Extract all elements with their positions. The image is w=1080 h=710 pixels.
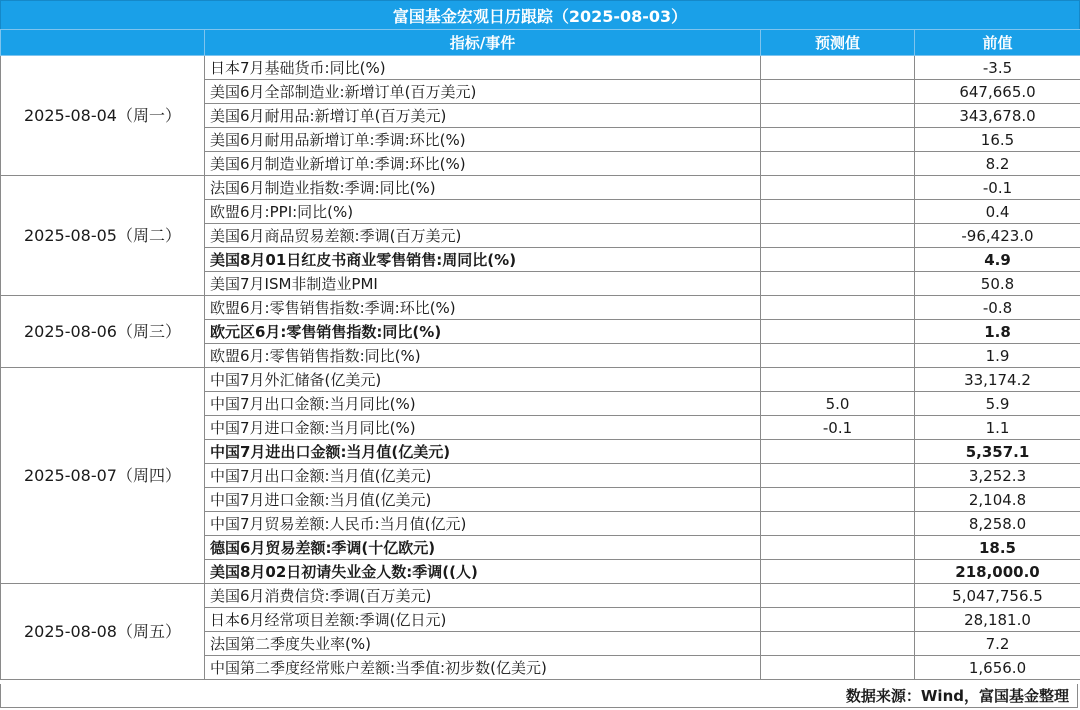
previous-cell: 2,104.8: [915, 488, 1080, 512]
indicator-cell: 日本6月经常项目差额:季调(亿日元): [205, 608, 761, 632]
indicator-cell: 日本7月基础货币:同比(%): [205, 56, 761, 80]
previous-cell: -3.5: [915, 56, 1080, 80]
indicator-cell: 法国第二季度失业率(%): [205, 632, 761, 656]
forecast-cell: [761, 176, 915, 200]
macro-calendar-table: [0, 29, 1080, 680]
table-body: [1, 56, 1080, 680]
indicator-cell: 欧盟6月:零售销售指数:季调:环比(%): [205, 296, 761, 320]
date-cell: 2025-08-08（周五）: [1, 584, 205, 680]
indicator-cell: 中国7月贸易差额:人民币:当月值(亿元): [205, 512, 761, 536]
previous-cell: 1.9: [915, 344, 1080, 368]
date-cell: 2025-08-06（周三）: [1, 296, 205, 368]
data-source-note: 数据来源：Wind，富国基金整理: [0, 684, 1078, 708]
table-row: [1, 56, 1080, 80]
indicator-cell: 美国8月01日红皮书商业零售销售:周同比(%): [205, 248, 761, 272]
forecast-cell: [761, 560, 915, 584]
indicator-cell: 欧盟6月:零售销售指数:同比(%): [205, 344, 761, 368]
previous-cell: 0.4: [915, 200, 1080, 224]
forecast-cell: [761, 248, 915, 272]
previous-cell: 647,665.0: [915, 80, 1080, 104]
previous-cell: 18.5: [915, 536, 1080, 560]
previous-cell: 218,000.0: [915, 560, 1080, 584]
previous-cell: 3,252.3: [915, 464, 1080, 488]
page-title: 富国基金宏观日历跟踪（2025-08-03）: [0, 0, 1080, 30]
previous-cell: 8.2: [915, 152, 1080, 176]
indicator-cell: 美国6月耐用品新增订单:季调:环比(%): [205, 128, 761, 152]
forecast-cell: -0.1: [761, 416, 915, 440]
forecast-cell: [761, 296, 915, 320]
indicator-cell: 美国6月全部制造业:新增订单(百万美元): [205, 80, 761, 104]
forecast-cell: [761, 104, 915, 128]
forecast-cell: [761, 464, 915, 488]
date-cell: 2025-08-07（周四）: [1, 368, 205, 584]
indicator-cell: 美国6月消费信贷:季调(百万美元): [205, 584, 761, 608]
forecast-cell: [761, 320, 915, 344]
forecast-cell: [761, 488, 915, 512]
forecast-cell: 5.0: [761, 392, 915, 416]
previous-cell: 16.5: [915, 128, 1080, 152]
previous-cell: 7.2: [915, 632, 1080, 656]
indicator-cell: 德国6月贸易差额:季调(十亿欧元): [205, 536, 761, 560]
date-cell: 2025-08-04（周一）: [1, 56, 205, 176]
indicator-cell: 美国7月ISM非制造业PMI: [205, 272, 761, 296]
table-row: [1, 368, 1080, 392]
previous-cell: 5,047,756.5: [915, 584, 1080, 608]
forecast-cell: [761, 656, 915, 680]
previous-cell: 5.9: [915, 392, 1080, 416]
previous-cell: 5,357.1: [915, 440, 1080, 464]
forecast-cell: [761, 200, 915, 224]
header-date: [1, 30, 205, 56]
indicator-cell: 中国7月出口金额:当月值(亿美元): [205, 464, 761, 488]
header-previous: 前值: [915, 30, 1080, 56]
indicator-cell: 中国7月外汇储备(亿美元): [205, 368, 761, 392]
indicator-cell: 法国6月制造业指数:季调:同比(%): [205, 176, 761, 200]
forecast-cell: [761, 608, 915, 632]
previous-cell: 28,181.0: [915, 608, 1080, 632]
previous-cell: -96,423.0: [915, 224, 1080, 248]
table-row: [1, 176, 1080, 200]
previous-cell: 343,678.0: [915, 104, 1080, 128]
indicator-cell: 欧盟6月:PPI:同比(%): [205, 200, 761, 224]
previous-cell: -0.1: [915, 176, 1080, 200]
previous-cell: 1,656.0: [915, 656, 1080, 680]
forecast-cell: [761, 368, 915, 392]
previous-cell: 50.8: [915, 272, 1080, 296]
forecast-cell: [761, 56, 915, 80]
forecast-cell: [761, 632, 915, 656]
previous-cell: 8,258.0: [915, 512, 1080, 536]
previous-cell: 33,174.2: [915, 368, 1080, 392]
indicator-cell: 中国7月进口金额:当月值(亿美元): [205, 488, 761, 512]
table-row: [1, 296, 1080, 320]
indicator-cell: 美国8月02日初请失业金人数:季调((人): [205, 560, 761, 584]
forecast-cell: [761, 272, 915, 296]
forecast-cell: [761, 584, 915, 608]
forecast-cell: [761, 80, 915, 104]
forecast-cell: [761, 224, 915, 248]
forecast-cell: [761, 128, 915, 152]
previous-cell: 4.9: [915, 248, 1080, 272]
table-row: [1, 584, 1080, 608]
indicator-cell: 中国7月进出口金额:当月值(亿美元): [205, 440, 761, 464]
previous-cell: 1.1: [915, 416, 1080, 440]
previous-cell: 1.8: [915, 320, 1080, 344]
forecast-cell: [761, 440, 915, 464]
indicator-cell: 美国6月耐用品:新增订单(百万美元): [205, 104, 761, 128]
forecast-cell: [761, 344, 915, 368]
indicator-cell: 美国6月制造业新增订单:季调:环比(%): [205, 152, 761, 176]
previous-cell: -0.8: [915, 296, 1080, 320]
date-cell: 2025-08-05（周二）: [1, 176, 205, 296]
indicator-cell: 中国7月进口金额:当月同比(%): [205, 416, 761, 440]
forecast-cell: [761, 152, 915, 176]
header-indicator: 指标/事件: [205, 30, 761, 56]
table-header-row: [1, 30, 1080, 56]
indicator-cell: 欧元区6月:零售销售指数:同比(%): [205, 320, 761, 344]
header-forecast: 预测值: [761, 30, 915, 56]
indicator-cell: 中国第二季度经常账户差额:当季值:初步数(亿美元): [205, 656, 761, 680]
indicator-cell: 美国6月商品贸易差额:季调(百万美元): [205, 224, 761, 248]
forecast-cell: [761, 536, 915, 560]
indicator-cell: 中国7月出口金额:当月同比(%): [205, 392, 761, 416]
forecast-cell: [761, 512, 915, 536]
